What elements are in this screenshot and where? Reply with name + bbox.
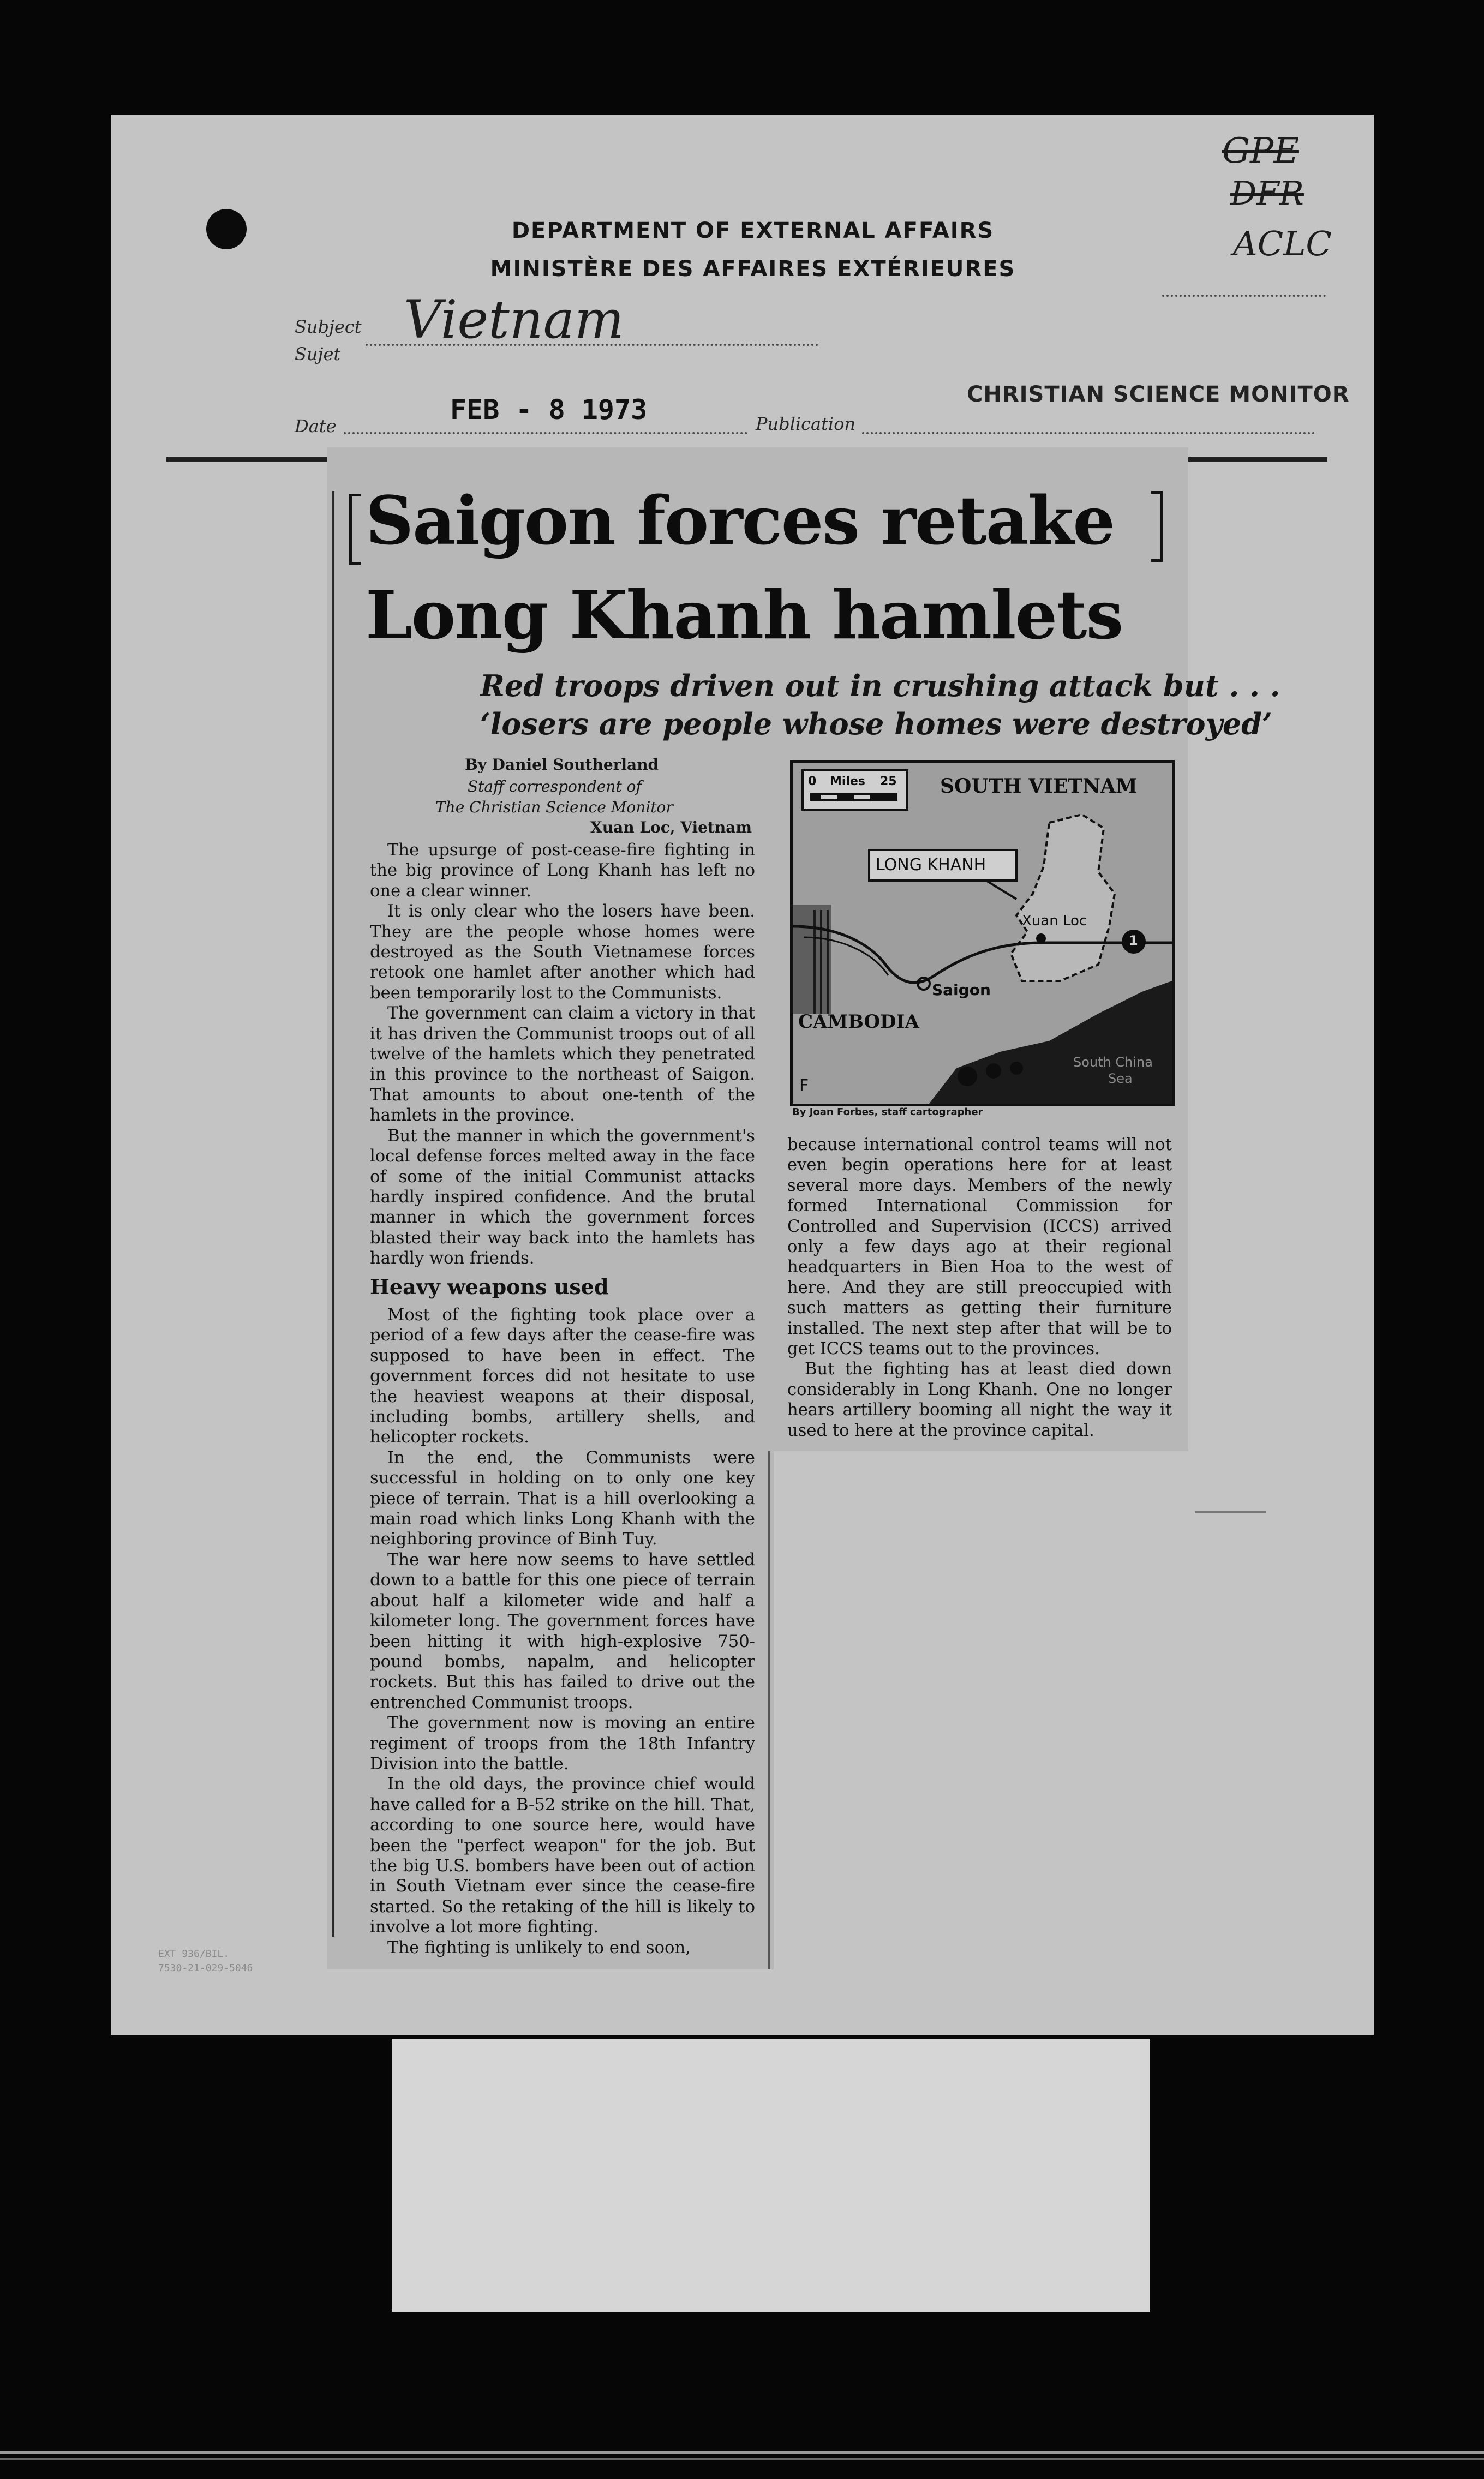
punch-hole xyxy=(206,209,247,249)
routing-mark-crossed-2: DFR xyxy=(1230,175,1304,213)
film-stripe xyxy=(0,2458,1484,2460)
letterhead-french: MINISTÈRE DES AFFAIRES EXTÉRIEURES xyxy=(490,256,1016,282)
routing-mark-crossed-1: GPE xyxy=(1222,131,1299,171)
staff-line-1: Staff correspondent of xyxy=(468,777,642,795)
staff-line-2: The Christian Science Monitor xyxy=(435,798,673,816)
form-code-line-1: EXT 936/BIL. xyxy=(158,1948,230,1960)
map-title: SOUTH VIETNAM xyxy=(940,775,1138,798)
paragraph: The government now is moving an entire regiment of troops from the 18th Infantry Division into the battle. xyxy=(370,1714,755,1774)
sea-label-line-2: Sea xyxy=(1108,1071,1133,1086)
deck-line-1: Red troops driven out in crushing attack but . . . xyxy=(480,668,1280,703)
article-column-1-continued xyxy=(370,1305,755,1958)
headline-line-1: Saigon forces retake xyxy=(366,481,1114,560)
paragraph: The fighting is unlikely to end soon, xyxy=(387,1938,691,1957)
lower-blank-card xyxy=(392,2039,1150,2312)
cambodia-region xyxy=(793,905,831,1014)
scale-bar-segment xyxy=(821,795,837,799)
publication-label: Publication xyxy=(756,414,856,434)
scale-bar-segment xyxy=(854,795,870,799)
map-corner-mark: F xyxy=(799,1076,809,1095)
coast-island xyxy=(986,1063,1001,1079)
header-rule-right xyxy=(1188,457,1327,462)
byline: By Daniel Southerland xyxy=(465,756,659,774)
headline-line-2: Long Khanh hamlets xyxy=(366,576,1123,654)
map-graphic xyxy=(793,763,1172,1104)
paragraph: The government can claim a victory in that it has driven the Communist troops out of all twelve of the hamlets which they penetrated in this province to the northeast of Saigon. That amounts to about one-tenth of the hamlets in the province. xyxy=(370,1004,755,1125)
article-column-2 xyxy=(787,1135,1172,1441)
dateline: Xuan Loc, Vietnam xyxy=(590,818,752,836)
subject-label: Subject xyxy=(295,316,362,337)
scale-zero: 0 xyxy=(808,775,817,788)
province-label: LONG KHANH xyxy=(876,855,986,875)
paragraph: But the fighting has at least died down considerably in Long Khanh. One no longer hears artillery booming all night the way it used to here at the province capital. xyxy=(787,1360,1172,1440)
map-credit: By Joan Forbes, staff cartographer xyxy=(792,1106,983,1118)
paragraph: Most of the fighting took place over a period of a few days after the cease-fire was supposed to have been in effect. The government forces did not hesitate to use the heaviest weapons at their disposal, including bombs, artillery shells, and helicopter rockets. xyxy=(370,1306,755,1447)
header-rule-left xyxy=(166,457,330,462)
scale-max: 25 xyxy=(880,775,897,788)
saigon-dot xyxy=(918,978,930,990)
routing-mark: ACLC xyxy=(1233,224,1332,264)
xuan-loc-label: Xuan Loc xyxy=(1022,913,1087,929)
cambodia-label: CAMBODIA xyxy=(798,1011,919,1033)
paragraph: because international control teams will not even begin operations here for at least several more days. Members of the newly formed International Commission for Controlled and Supervision (ICCS) arrived only a few days ago at their regional headquarters in Bien Hoa to the west of here. And they are still preoccupied with such matters as getting their furniture installed. The next step after that will be to get ICCS teams out to the provinces. xyxy=(787,1135,1172,1359)
date-stamp: FEB - 8 1973 xyxy=(450,394,648,426)
route-marker-label: 1 xyxy=(1129,933,1138,948)
headline-bracket-right xyxy=(1151,491,1163,562)
article-column-1 xyxy=(370,840,755,1269)
sujet-label: Sujet xyxy=(295,344,341,364)
publication-stamp: CHRISTIAN SCIENCE MONITOR xyxy=(967,382,1350,407)
subject-dotted-line xyxy=(366,344,818,346)
sea-label-line-1: South China xyxy=(1073,1055,1153,1070)
headline-bracket-left xyxy=(349,494,361,565)
date-label: Date xyxy=(295,416,337,436)
scale-unit: Miles xyxy=(830,775,865,788)
clipping-edge-left xyxy=(332,491,334,1937)
paragraph: In the old days, the province chief would have called for a B-52 strike on the hill. That, according to one source here, would have been the "perfect weapon" for the job. But the big U.S. bombers have been out of action in South Vietnam ever since the cease-fire started. So the retaking of the hill is likely to involve a lot more fighting. xyxy=(370,1775,755,1937)
xuan-loc-dot xyxy=(1036,933,1046,943)
paragraph: It is only clear who the losers have been. They are the people whose homes were destroyed as the South Vietnamese forces retook one hamlet after another which had been temporarily lost to the Communists. xyxy=(370,902,755,1003)
saigon-label: Saigon xyxy=(932,981,991,999)
paragraph: In the end, the Communists were successful in holding on to only one key piece of terrain. That is a hill overlooking a main road which links Long Khanh with the neighboring province of Binh Tuy. xyxy=(370,1448,755,1549)
coast-island xyxy=(1010,1062,1023,1075)
routing-dotted-line xyxy=(1162,295,1326,297)
subject-value: Vietnam xyxy=(404,289,624,350)
long-khanh-province xyxy=(1011,815,1115,981)
letterhead-english: DEPARTMENT OF EXTERNAL AFFAIRS xyxy=(511,218,995,243)
deck-line-2: ‘losers are people whose homes were destroyed’ xyxy=(480,706,1272,741)
subhead: Heavy weapons used xyxy=(370,1274,609,1299)
coast-island xyxy=(958,1067,977,1086)
form-code-line-2: 7530-21-029-5046 xyxy=(158,1962,253,1974)
sheet-below-clipping xyxy=(774,1451,1194,1975)
clipping-edge-bottom-right xyxy=(768,1451,770,1969)
publication-dotted-line xyxy=(862,432,1315,434)
date-dotted-line xyxy=(344,432,747,434)
film-stripe xyxy=(0,2451,1484,2454)
paragraph: The war here now seems to have settled down to a battle for this one piece of terrain about half a kilometer wide and half a kilometer long. The government forces have been hitting it with high-explosive 750-pound bombs, napalm, and helicopter rockets. But this has failed to drive out the entrenched Communist troops. xyxy=(370,1550,755,1712)
paragraph: But the manner in which the government's local defense forces melted away in the face of some of the initial Communist attacks hardly inspired confidence. And the brutal manner in which the government forces blasted their way back into the hamlets has hardly won friends. xyxy=(370,1126,755,1268)
map-south-vietnam xyxy=(790,760,1175,1106)
paragraph: The upsurge of post-cease-fire fighting in the big province of Long Khanh has left no one a clear winner. xyxy=(370,841,755,901)
route-1-road xyxy=(793,926,1172,983)
pen-mark xyxy=(1195,1511,1266,1513)
